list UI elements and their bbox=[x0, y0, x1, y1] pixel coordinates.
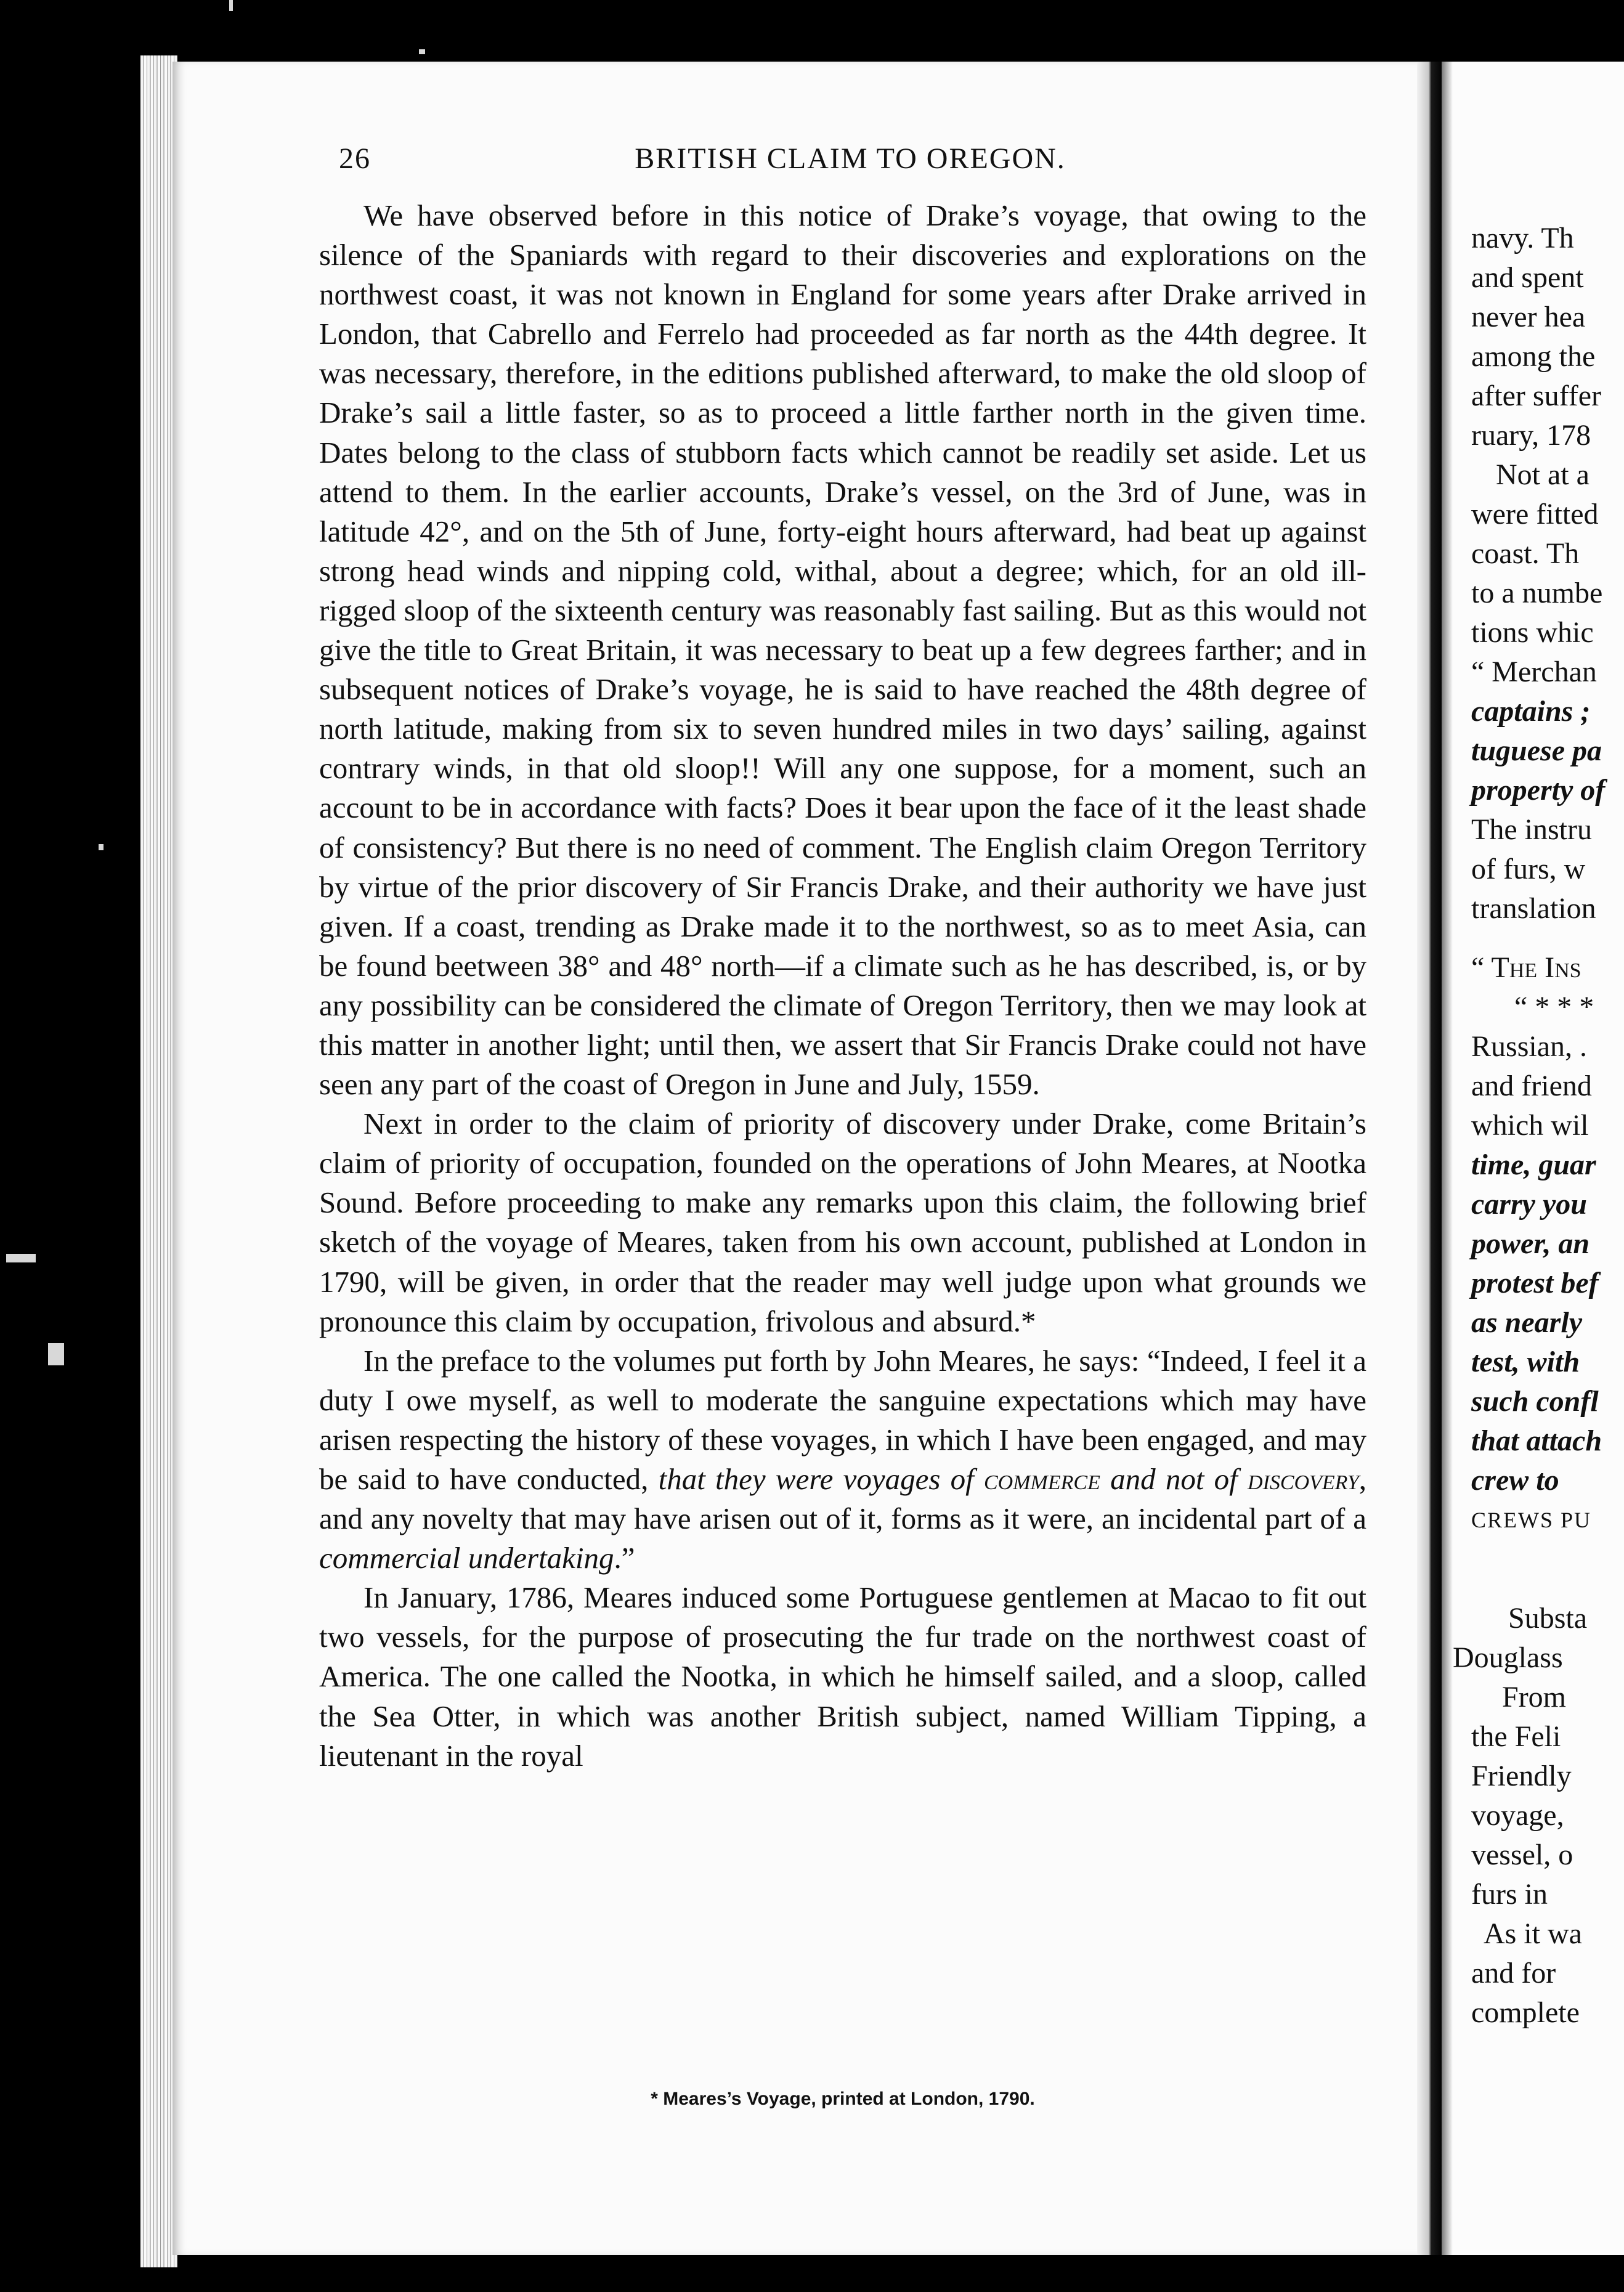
text-line: were fitted bbox=[1471, 498, 1599, 530]
small-caps-text: discovery bbox=[1248, 1462, 1359, 1496]
spacer bbox=[1471, 1540, 1624, 1599]
scan-speck bbox=[48, 1343, 64, 1365]
scan-speck bbox=[6, 1254, 36, 1262]
page-header bbox=[339, 142, 1362, 185]
scan-speck bbox=[99, 844, 104, 850]
paragraph: Next in order to the claim of priority of discovery under Drake, come Britain’s claim of priority of occupation, founded on the operations of John Meares, at Nootka Sound. Before proceeding to make any remarks upon this claim, the following brief sketch of the voyage of Meares, taken from his own account, published at London in 1790, will be given, in order that the reader may well judge upon what grounds we pronounce this claim by occupation, frivolous and absurd.* bbox=[319, 1107, 1366, 1338]
italic-line: tuguese pa bbox=[1471, 734, 1602, 767]
text-line: complete bbox=[1471, 1996, 1580, 2029]
text-line: Friendly bbox=[1471, 1760, 1572, 1792]
text-line: furs in bbox=[1471, 1878, 1548, 1911]
text-line: vessel, o bbox=[1471, 1839, 1573, 1871]
text-line: which wil bbox=[1471, 1109, 1589, 1142]
text-line: From bbox=[1502, 1681, 1567, 1713]
spacer bbox=[1471, 929, 1624, 948]
italic-text: commercial undertaking bbox=[319, 1541, 614, 1575]
footnote: * Meares’s Voyage, printed at London, 1790. bbox=[651, 2089, 1035, 2109]
text-line: the Feli bbox=[1471, 1720, 1561, 1753]
text-line: and spent bbox=[1471, 261, 1584, 294]
quote-text: , and any novelty that may have arisen out of it, forms as it were, an incidental part of a bbox=[319, 1462, 1366, 1536]
body-text bbox=[319, 196, 1366, 1776]
text-line: of furs, w bbox=[1471, 853, 1586, 885]
text-line: Substa bbox=[1508, 1602, 1588, 1635]
quote-italic bbox=[659, 1462, 1359, 1496]
small-caps-text: commerce bbox=[983, 1462, 1100, 1496]
page-number: 26 bbox=[339, 142, 371, 175]
stars-line: “ * * * bbox=[1514, 991, 1594, 1023]
quote-paragraph bbox=[319, 1341, 1366, 1579]
text-line: never hea bbox=[1471, 301, 1586, 333]
caps-line: CREWS PU bbox=[1471, 1508, 1592, 1532]
text-line: Not at a bbox=[1496, 458, 1589, 491]
italic-line: crew to bbox=[1471, 1464, 1559, 1497]
scan-speck bbox=[419, 49, 425, 54]
text-line: ruary, 178 bbox=[1471, 419, 1591, 452]
text-line: after suffer bbox=[1471, 380, 1601, 412]
quote-text: In the preface to the volumes put forth by John Meares, he says: “Indeed, I feel it a duty I owe myself, as well to moderate the sanguine expectations which may have arisen respecting the history of these voyages, in which I have been engaged, and may be said to have conducted, bbox=[319, 1343, 1366, 1496]
text-line: navy. Th bbox=[1471, 222, 1574, 254]
paragraph: In January, 1786, Meares induced some Portuguese gentlemen at Macao to fit out two vessels, for the purpose of prosecuting the fur trade on the northwest coast of America. The one called the Nootka, in which he himself sailed, and a sloop, called the Sea Otter, in which was another British subject, named William Tipping, a lieutenant in the royal bbox=[319, 1580, 1366, 1773]
page-edge-fringe bbox=[140, 55, 177, 2267]
italic-line: captains ; bbox=[1471, 695, 1591, 728]
section-heading: “ The Ins bbox=[1471, 951, 1581, 984]
quote-text: .” bbox=[614, 1541, 635, 1575]
text-line: coast. Th bbox=[1471, 537, 1580, 570]
text-line: to a numbe bbox=[1471, 577, 1603, 609]
text-line: The instru bbox=[1471, 813, 1592, 846]
text-line: translation bbox=[1471, 892, 1596, 925]
text-line: among the bbox=[1471, 340, 1596, 373]
book-gutter bbox=[1417, 62, 1443, 2255]
italic-line: that attach bbox=[1471, 1424, 1602, 1457]
text-line: “ Merchan bbox=[1471, 656, 1597, 688]
italic-line: time, guar bbox=[1471, 1148, 1596, 1181]
paragraph: We have observed before in this notice of Drake’s voyage, that owing to the silence of the Spaniards with regard to their discoveries and explorations on the northwest coast, it was not known in England for some years after Drake arrived in London, that Cabrello and Ferrelo had proceeded as far north as the 44th degree. It was necessary, therefore, in the editions published afterward, to make the old sloop of Drake’s sail a little faster, so as to proceed a little farther north in the given time. Dates belong to the class of stubborn facts which cannot be readily set aside. Let us attend to them. In the earlier accounts, Drake’s vessel, on the 3rd of June, was in latitude 42°, and on the 5th of June, forty-eight hours afterward, had beat up against strong head winds and nipping cold, withal, about a degree; which, for an old ill-rigged sloop of the sixteenth century was reasonably fast sailing. But as this would not give the title to Great Britain, it was necessary to beat up a few degrees farther; and in subsequent notices of Drake’s voyage, he is said to have reached the 48th degree of north latitude, making from six to seven hundred miles in two days’ sailing, against contrary winds, in that old sloop!! Will any one suppose, for a moment, such an account to be in accordance with facts? Does it bear upon the face of it the least shade of consistency? But there is no need of comment. The English claim Oregon Territory by virtue of the prior discovery of Sir Francis Drake, and their authority we have just given. If a coast, trending as Drake made it to the northwest, so as to meet Asia, can be found beetween 38° and 48° north—if a climate such as he has described, is, or by any possibility can be considered the climate of Oregon Territory, then we may look at this matter in another light; until then, we assert that Sir Francis Drake could not have seen any part of the coast of Oregon in June and July, 1559. bbox=[319, 198, 1366, 1102]
right-page-text bbox=[1453, 219, 1624, 2033]
italic-line: property of bbox=[1471, 774, 1606, 807]
italic-text: that they were voyages of bbox=[658, 1462, 984, 1496]
text-line: tions whic bbox=[1471, 616, 1594, 649]
text-line: and for bbox=[1471, 1957, 1556, 1989]
italic-text: and not of bbox=[1100, 1462, 1248, 1496]
italic-line: protest bef bbox=[1471, 1267, 1599, 1299]
text-line: Russian, . bbox=[1471, 1030, 1588, 1063]
italic-line: test, with bbox=[1471, 1346, 1580, 1378]
right-page-shadow bbox=[1442, 62, 1453, 2255]
italic-line: such confl bbox=[1471, 1385, 1599, 1418]
text-line: voyage, bbox=[1471, 1799, 1564, 1832]
italic-line: as nearly bbox=[1471, 1306, 1582, 1339]
text-line: Douglass bbox=[1453, 1641, 1563, 1674]
italic-line: power, an bbox=[1471, 1227, 1590, 1260]
italic-line: carry you bbox=[1471, 1188, 1587, 1221]
scan-speck bbox=[229, 0, 233, 11]
text-line: and friend bbox=[1471, 1070, 1592, 1102]
running-head: BRITISH CLAIM TO OREGON. bbox=[635, 142, 1066, 175]
text-line: As it wa bbox=[1484, 1917, 1582, 1950]
